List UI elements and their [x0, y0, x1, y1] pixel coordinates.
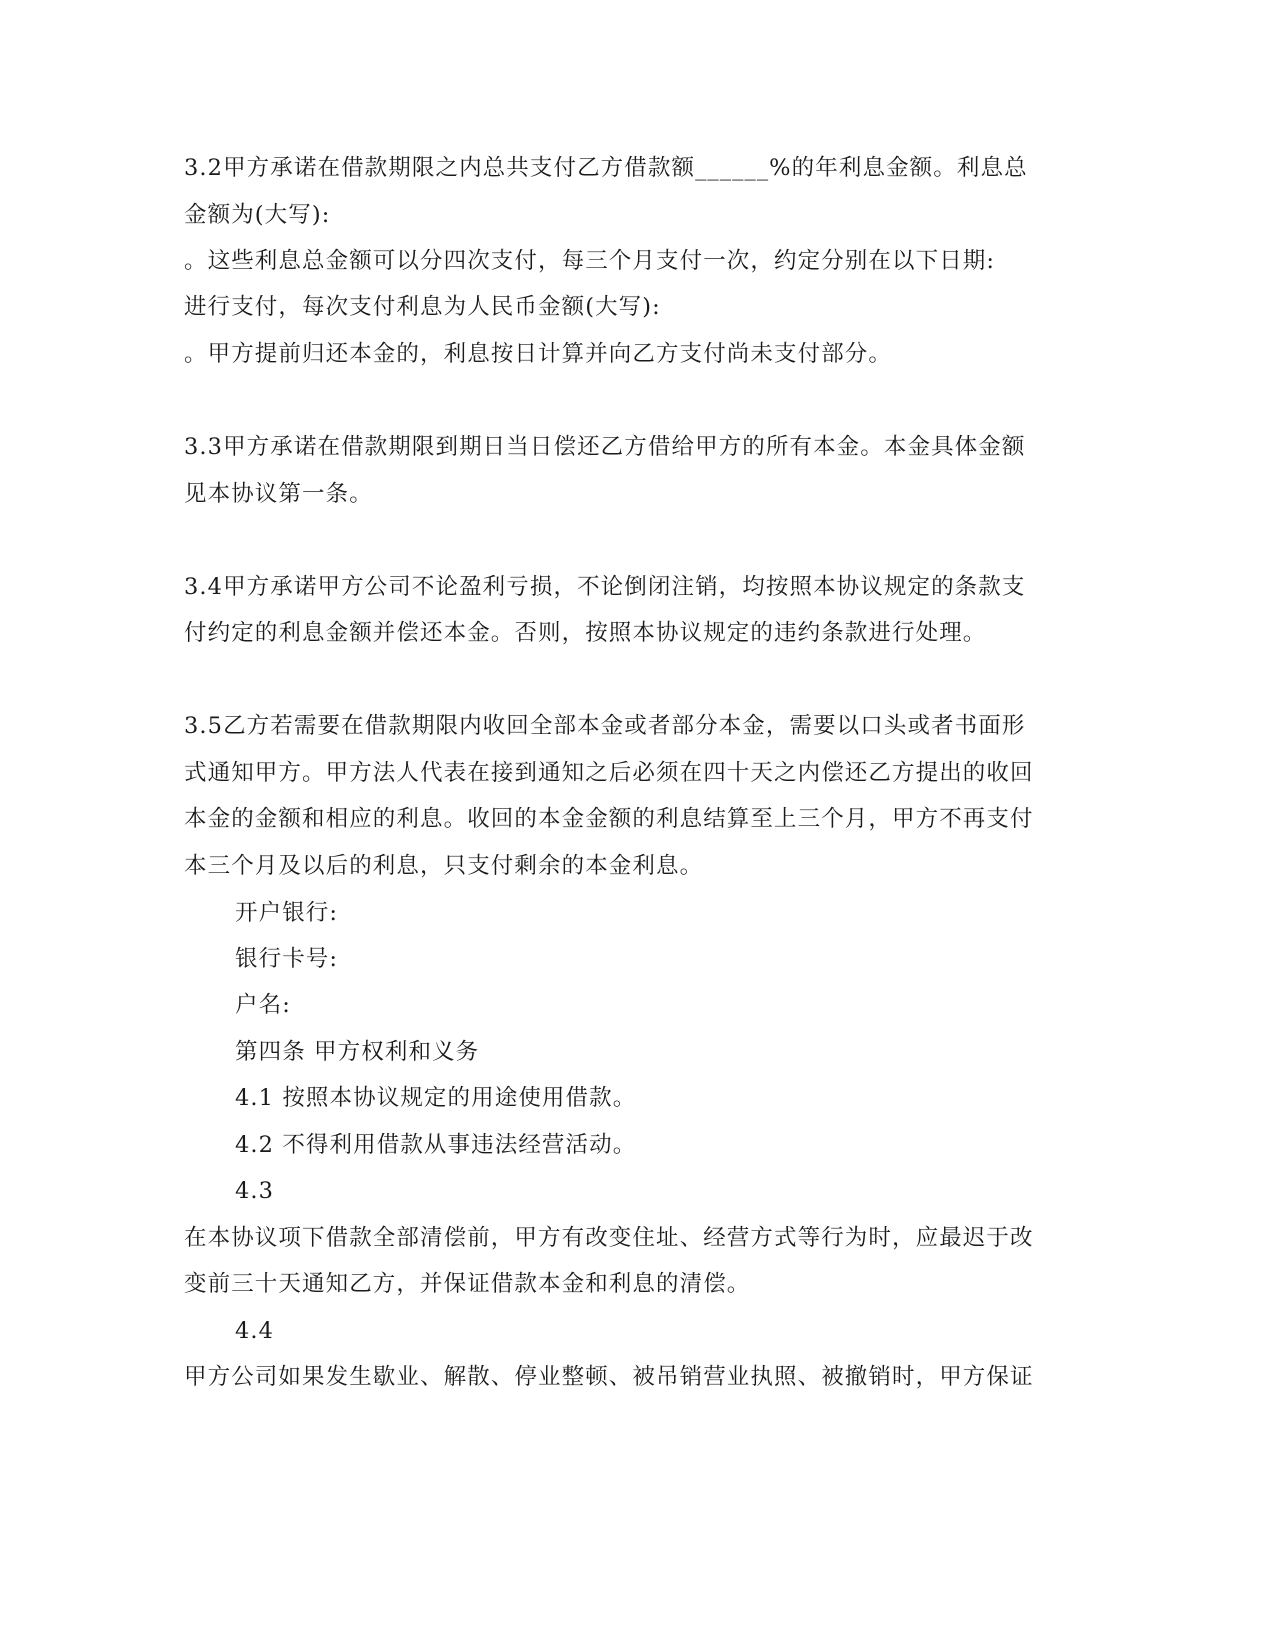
clause-4-3-number: 4.3 [235, 1178, 275, 1204]
clause-3-4-line-1: 3.4甲方承诺甲方公司不论盈利亏损，不论倒闭注销，均按照本协议规定的条款支 [184, 574, 1026, 600]
clause-3-5-line-2: 式通知甲方。甲方法人代表在接到通知之后必须在四十天之内偿还乙方提出的收回 [184, 760, 1034, 786]
clause-3-2-line-5: 。甲方提前归还本金的，利息按日计算并向乙方支付尚未支付部分。 [184, 341, 893, 367]
clause-3-3-line-2: 见本协议第一条。 [184, 481, 373, 507]
clause-3-4-line-2: 付约定的利息金额并偿还本金。否则，按照本协议规定的违约条款进行处理。 [184, 620, 987, 646]
clause-3-5-line-3: 本金的金额和相应的利息。收回的本金金额的利息结算至上三个月，甲方不再支付 [184, 806, 1034, 832]
article-4-heading: 第四条 甲方权利和义务 [235, 1039, 480, 1065]
clause-3-2-line-4: 进行支付，每次支付利息为人民币金额(大写): [184, 294, 661, 320]
clause-3-5-line-1: 3.5乙方若需要在借款期限内收回全部本金或者部分本金，需要以口头或者书面形 [184, 713, 1026, 739]
bank-name-label: 开户银行: [235, 900, 339, 926]
clause-4-4-number: 4.4 [235, 1318, 275, 1344]
clause-4-2: 4.2 不得利用借款从事违法经营活动。 [235, 1132, 637, 1158]
bank-card-label: 银行卡号: [235, 946, 339, 972]
clause-3-5-line-4: 本三个月及以后的利息，只支付剩余的本金利息。 [184, 853, 704, 879]
clause-4-1: 4.1 按照本协议规定的用途使用借款。 [235, 1085, 637, 1111]
clause-3-3-line-1: 3.3甲方承诺在借款期限到期日当日偿还乙方借给甲方的所有本金。本金具体金额 [184, 434, 1026, 460]
clause-4-3-line-2: 变前三十天通知乙方，并保证借款本金和利息的清偿。 [184, 1271, 751, 1297]
clause-4-4-line-1: 甲方公司如果发生歇业、解散、停业整顿、被吊销营业执照、被撤销时，甲方保证 [184, 1364, 1034, 1390]
clause-3-2-line-1: 3.2甲方承诺在借款期限之内总共支付乙方借款额______%的年利息金额。利息总 [184, 155, 1028, 181]
clause-4-3-line-1: 在本协议项下借款全部清偿前，甲方有改变住址、经营方式等行为时，应最迟于改 [184, 1225, 1034, 1251]
account-name-label: 户名: [235, 992, 291, 1018]
clause-3-2-line-3: 。这些利息总金额可以分四次支付，每三个月支付一次，约定分别在以下日期: [184, 248, 996, 274]
clause-3-2-line-2: 金额为(大写): [184, 202, 331, 228]
